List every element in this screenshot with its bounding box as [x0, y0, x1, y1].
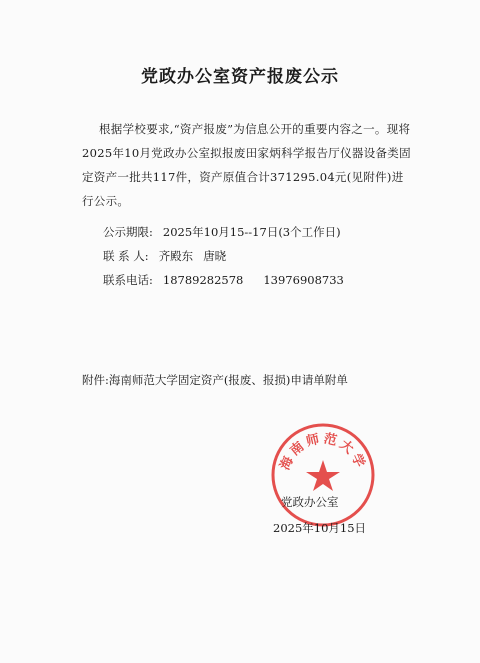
period-value: 2025年10月15--17日(3个工作日): [162, 225, 341, 239]
contact-line: [103, 248, 226, 264]
phone-number-1: 18789282578: [162, 273, 244, 287]
contact-label: 联 系 人:: [103, 249, 149, 263]
signer: 党政办公室: [281, 495, 339, 509]
document-title: 党政办公室资产报废公示: [141, 67, 339, 87]
official-seal: [268, 420, 378, 530]
signature-date: 2025年10月15日: [273, 521, 367, 535]
svg-text:海南师范大学: 海南师范大学: [277, 431, 369, 473]
contact-name-1: 齐殿东: [158, 249, 194, 263]
period-label: 公示期限:: [103, 225, 153, 239]
attachment-line: 附件:海南师范大学固定资产(报废、报损)申请单附单: [82, 373, 348, 387]
phone-line: [103, 272, 344, 288]
body-paragraph: 根据学校要求,“资产报废”为信息公开的重要内容之一。现将2025年10月党政办公室拟报废田家炳科学报告厅仪器设备类固定资产一批共117件，资产原值合计371295.04元(见附件)进行公示。: [82, 122, 411, 208]
phone-number-2: 13976908733: [263, 273, 344, 287]
notice-period-line: [103, 224, 341, 240]
seal-star-icon: [306, 460, 340, 491]
phone-label: 联系电话:: [103, 273, 153, 287]
contact-name-2: 唐晓: [203, 249, 227, 263]
